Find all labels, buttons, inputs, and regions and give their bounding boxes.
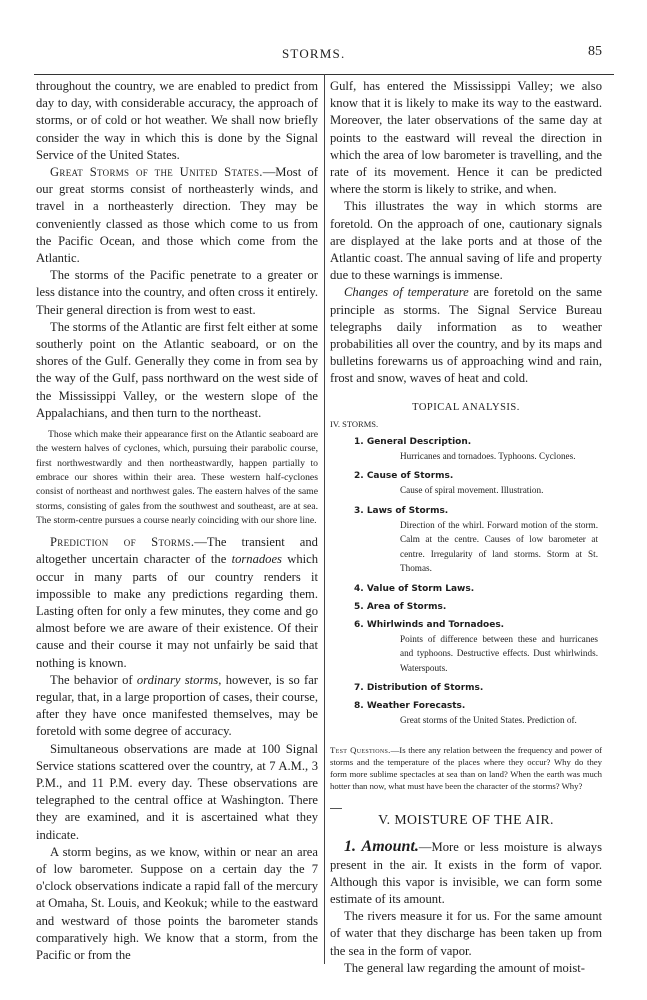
test-questions: Test Questions.—Is there any relation between the frequency and power of storms and the temperature of the places where they occur? Why do they form more sublime spectacles at sea than on land? When the earth was much hotter than now, what must have been the character of the storms? Why? <box>330 744 602 792</box>
topic-detail: Points of difference between these and hurricanes and typhoons. Destructive effects. Dust whirlwinds. Waterspouts. <box>400 633 598 673</box>
paragraph: Gulf, has entered the Mississippi Valley; we also know that it is likely to make its way to the eastward. Moreover, the later observations of the same day at points to the eastward will reveal the direction in which the area of low barometer is travelling, and the rate of its movement. Hence it can be predicted where the storm is likely to strike, and when. <box>330 79 602 197</box>
topic-heading: 6. Whirlwinds and Tornadoes. <box>354 619 505 630</box>
paragraph: Simultaneous observations are made at 100 Signal Service stations scattered over the country, at 7 A.M., 3 P.M., and 11 P.M. every day. These observations are telegraphed to the central office at Washington. There they are examined, and it is ascertained what they indicate. <box>36 741 318 842</box>
paragraph: Changes of temperature are foretold on the same principle as storms. The Signal Service Bureau telegraphs daily information as to weather probabilities all over the country, and by its maps and bulletins forewarns us of approaching wind and rain, frost and snow, waves of heat and cold. <box>330 285 602 386</box>
topic-detail: Cause of spiral movement. Illustration. <box>400 485 544 496</box>
page-number: 85 <box>588 44 602 59</box>
chapter-section-title: V. MOISTURE OF THE AIR. <box>378 812 554 828</box>
topical-analysis-title: TOPICAL ANALYSIS. <box>412 401 520 413</box>
paragraph: The storms of the Atlantic are first felt either at some southerly point on the Atlantic seaboard, or on the shores of the Gulf. Generally they come in from sea by the way of the Gulf, pass northward on the west side of the Mississippi Valley, or the western slope of the Appalachians, and then turn to the northeast. <box>36 319 318 420</box>
topic-heading: 2. Cause of Storms. <box>354 471 454 482</box>
paragraph: throughout the country, we are enabled to predict from day to day, with considerable accuracy, the approach of storms, or of cold or hot weather. We shall now briefly consider the way in which this is done by the Signal Service of the United States. <box>36 79 318 162</box>
small-note: Those which make their appearance first on the Atlantic seaboard are the western halves of cyclones, which, pursuing their parabolic course, first northwestwardly and then northeastwardly, happen partially to embrace our shores within their area. These western half-cyclones consist of northeast and northwest gales. The eastern halves of the same storms, consisting of gales from the southwest and southeast, are at sea. The storm-centre pursues a course nearly coinciding with our shore line. <box>36 429 318 526</box>
paragraph: The rivers measure it for us. For the same amount of water that they discharge has been taken up from the sea in the form of vapor. <box>330 909 602 958</box>
subsection-heading: 1. Amount. <box>344 838 419 856</box>
topic-detail: Hurricanes and tornadoes. Typhoons. Cyclones. <box>400 450 576 461</box>
right-column <box>330 78 602 977</box>
divider-dash <box>330 808 342 809</box>
paragraph: A storm begins, as we know, within or near an area of low barometer. Suppose on a certain day the 7 o'clock observations indicate a rapid fall of the mercury at Omaha, St. Louis, and Keokuk; while to the eastward and westward of those points the barometer stands comparatively high. We know that a storm, from the Pacific or from the <box>36 844 318 963</box>
section-heading: Prediction of Storms. <box>50 535 195 550</box>
column-divider <box>324 74 325 964</box>
paragraph: The behavior of ordinary storms, however, is so far regular, that, in a large proportion of cases, their course, after they have once manifested themselves, may be foretold with some degree of accuracy. <box>36 672 318 739</box>
section-heading: Great Storms of the United States. <box>50 165 263 180</box>
topical-analysis-chapter: IV. STORMS. <box>330 418 379 429</box>
paragraph: Great Storms of the United States.—Most of our great storms consist of northeasterly winds, and travel in a northeasterly direction. They may be conveniently classed as those which come to us from the Pacific Ocean, and those which come from the Atlantic. <box>36 165 318 266</box>
topic-heading: 5. Area of Storms. <box>354 601 447 612</box>
topic-heading: 7. Distribution of Storms. <box>354 683 484 694</box>
topic-heading: 1. General Description. <box>354 436 472 447</box>
paragraph: This illustrates the way in which storms are foretold. On the approach of one, cautionary signals are displayed at the lake ports and at those of the Atlantic coast. The annual saving of life and property due to these warnings is immense. <box>330 199 602 283</box>
running-header: STORMS. <box>282 46 346 61</box>
topic-heading: 4. Value of Storm Laws. <box>354 583 475 594</box>
left-column <box>36 78 318 964</box>
topical-analysis-list <box>330 437 602 728</box>
topic-heading: 3. Laws of Storms. <box>354 505 449 516</box>
topic-heading: 8. Weather Forecasts. <box>354 701 466 712</box>
paragraph: The general law regarding the amount of moist- <box>344 960 585 975</box>
paragraph: Prediction of Storms.—The transient and altogether uncertain character of the tornadoes which occur in many parts of our country renders it impossible to make any predictions regarding them. Lasting often for only a few minutes, they come and go almost before we are aware of their existence. Of their cause and their course it may not unfairly be said that nothing is known. <box>36 535 319 670</box>
topic-detail: Direction of the whirl. Forward motion of the storm. Calm at the centre. Causes of low barometer at centre. Irregularity of land storms. Storm at St. Thomas. <box>400 519 598 574</box>
paragraph: The storms of the Pacific penetrate to a greater or less distance into the country, and often cross it entirely. Their general direction is from west to east. <box>36 268 318 317</box>
paragraph: 1. Amount.—More or less moisture is always present in the air. It exists in the form of vapor. Although this vapor is invisible, we can form some estimate of its amount. <box>330 838 602 907</box>
topic-detail: Great storms of the United States. Prediction of. <box>400 715 577 726</box>
